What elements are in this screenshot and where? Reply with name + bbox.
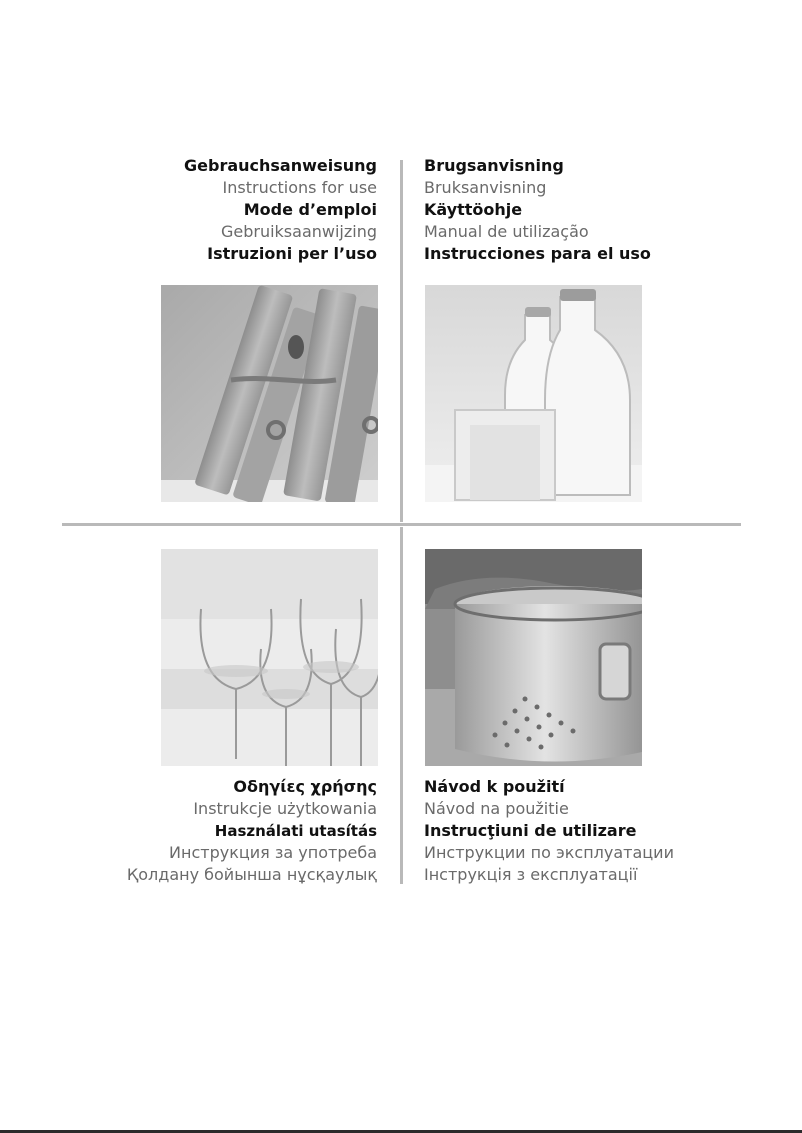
- title-sk: Návod na použitie: [424, 799, 569, 818]
- title-it: Istruzioni per l’uso: [207, 244, 377, 263]
- photo-clothespins: [161, 285, 378, 502]
- title-ro: Instrucţiuni de utilizare: [424, 821, 637, 840]
- photo-bottles: [425, 285, 642, 502]
- title-cs: Návod k použití: [424, 777, 565, 796]
- title-kk: Қолдану бойынша нұсқаулық: [126, 865, 377, 884]
- vertical-divider-bottom: [400, 527, 403, 884]
- title-uk: Інструкція з експлуатації: [424, 865, 638, 884]
- title-en: Instructions for use: [222, 178, 377, 197]
- title-de: Gebrauchsanweisung: [184, 156, 377, 175]
- photo-pot-strainer: [425, 549, 642, 766]
- photo-wine-glasses: [161, 549, 378, 766]
- title-fi: Käyttöohje: [424, 200, 523, 219]
- title-pt: Manual de utilização: [424, 222, 589, 241]
- title-ru: Инструкции по эксплуатации: [424, 843, 674, 862]
- title-nl: Gebruiksaanwijzing: [220, 222, 377, 241]
- title-block-bottom-left: [127, 776, 377, 886]
- title-fr: Mode d’emploi: [243, 200, 377, 219]
- title-block-top-right: [424, 155, 651, 265]
- vertical-divider-top: [400, 160, 403, 522]
- title-pl: Instrukcje użytkowania: [193, 799, 377, 818]
- title-block-top-left: [184, 155, 377, 265]
- title-da: Brugsanvisning: [424, 156, 564, 175]
- title-bg: Инструкция за употреба: [169, 843, 377, 862]
- title-el: Οδηγίες χρήσης: [233, 777, 377, 796]
- horizontal-divider: [62, 523, 741, 526]
- title-block-bottom-right: [424, 776, 674, 886]
- title-hu: Használati utasítás: [214, 822, 377, 840]
- title-sv: Bruksanvisning: [424, 178, 547, 197]
- title-es: Instrucciones para el uso: [424, 244, 651, 263]
